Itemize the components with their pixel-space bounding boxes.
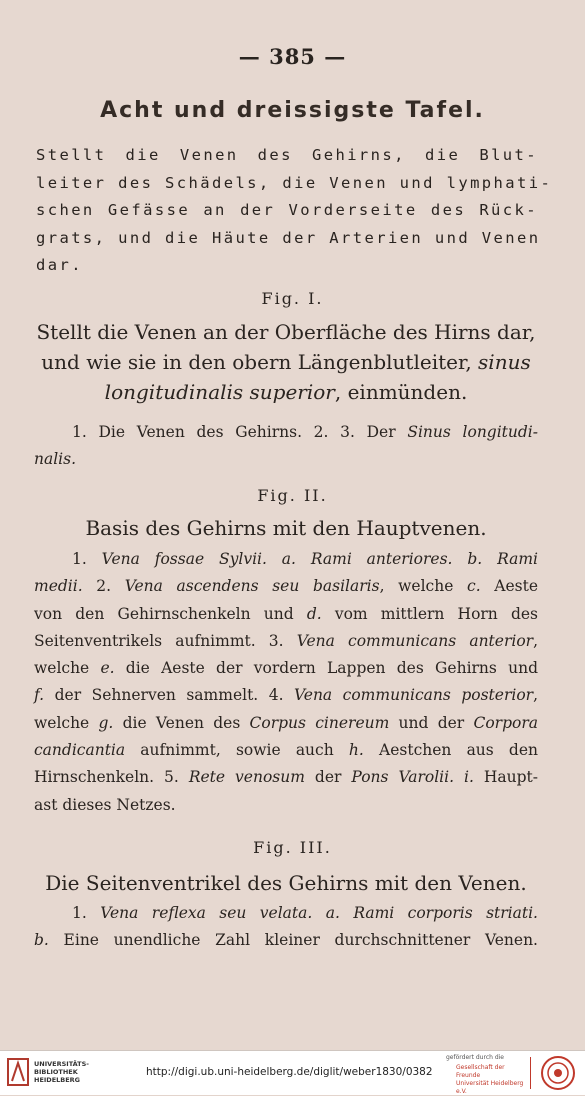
intro-line: grats, und die Häute der Arterien und Venen: [36, 228, 541, 247]
university-seal-icon: [540, 1055, 576, 1091]
latin-term: Corpus cinereum: [249, 713, 390, 732]
text-run: 2.: [82, 577, 125, 596]
text-run: der: [304, 768, 352, 787]
text-run: 1.: [72, 904, 101, 922]
text-run: Eine unendliche Zahl kleiner durchschnittener Venen.: [48, 931, 538, 950]
sponsor-caption: gefördert durch die: [446, 1054, 504, 1061]
latin-term: Sinus longitudi-: [407, 423, 539, 441]
text-run: die Venen des: [113, 713, 250, 732]
text-run: , einmünden.: [334, 380, 468, 404]
text-run: a.: [312, 904, 354, 922]
intro-line: dar.: [36, 256, 83, 274]
latin-term: i.: [454, 768, 474, 787]
latin-term: Rami anteriores.: [310, 550, 453, 568]
library-name-line: BIBLIOTHEK: [34, 1068, 78, 1076]
latin-term: f.: [34, 686, 45, 705]
intro-line: Stellt die Venen des Gehirns, die Blut-: [36, 146, 538, 164]
library-name-line: UNIVERSITÄTS-: [34, 1060, 89, 1068]
fig2-text: [34, 546, 538, 819]
sponsor-name: [456, 1064, 530, 1096]
fig2-text-line: [34, 628, 538, 655]
latin-term: Corpora: [473, 713, 538, 732]
latin-term: longitudinalis superior: [104, 380, 335, 404]
fig2-text-line: [34, 710, 538, 737]
fig2-text-line: [34, 546, 538, 573]
text-run: und der: [389, 713, 474, 732]
fig1-heading-line: Stellt die Venen an der Oberfläche des Hirns dar,: [36, 320, 536, 344]
latin-term: h.: [348, 741, 364, 760]
latin-term: Rami: [497, 550, 538, 568]
latin-term: Rami corporis striati.: [353, 904, 538, 922]
text-run: b.: [452, 550, 498, 568]
text-run: Aestchen aus den: [363, 741, 539, 760]
fig2-text-line: [34, 682, 538, 709]
sponsor-line: Gesellschaft der Freunde: [456, 1064, 505, 1079]
latin-term: d.: [306, 604, 322, 623]
intro-line: leiter des Schädels, die Venen und lymphati-: [36, 173, 553, 192]
fig3-text-line: [34, 900, 538, 927]
fig2-text-line: [34, 573, 538, 600]
library-name: [34, 1060, 89, 1084]
text-run: 1. Die Venen des Gehirns. 2. 3. Der: [72, 423, 408, 441]
latin-term: g.: [98, 713, 114, 732]
library-logo-icon: [6, 1057, 30, 1087]
latin-term: b.: [34, 931, 49, 950]
text-run: 1.: [72, 550, 102, 568]
fig3-label: Fig. III.: [253, 838, 332, 857]
fig1-heading-line: [34, 377, 538, 407]
sponsor-line: Universität Heidelberg e.V.: [456, 1080, 524, 1095]
latin-term: Vena fossae Sylvii.: [101, 550, 267, 568]
plate-title: Acht und dreissigste Tafel.: [100, 98, 485, 123]
viewer-footer: [0, 1050, 585, 1095]
text-run: Aeste: [480, 577, 539, 596]
fig3-text: [34, 900, 538, 955]
fig2-heading: Basis des Gehirns mit den Hauptvenen.: [85, 516, 487, 540]
fig3-heading: Die Seitenventrikel des Gehirns mit den Venen.: [45, 871, 527, 895]
latin-term: Rete venosum: [188, 768, 305, 787]
permalink-url[interactable]: http://digi.ub.uni-heidelberg.de/diglit/weber1830/0382: [146, 1066, 433, 1078]
latin-term: Vena communicans anterior: [296, 631, 534, 650]
text-run: Hirnschenkeln. 5.: [34, 768, 189, 787]
intro-paragraph: [36, 142, 553, 280]
latin-term: sinus: [478, 350, 531, 374]
fig1-text: [34, 419, 538, 474]
page-number: — 385 —: [238, 44, 347, 69]
text-run: Seitenventrikels aufnimmt. 3.: [34, 631, 297, 650]
text-run: und wie sie in den obern Längenblutleiter,: [41, 350, 479, 374]
text-run: von den Gehirnschenkeln und: [34, 604, 307, 623]
library-name-line: HEIDELBERG: [34, 1076, 81, 1084]
latin-term: e.: [100, 659, 115, 678]
fig2-text-line: ast dieses Netzes.: [34, 795, 176, 814]
fig2-label: Fig. II.: [257, 486, 328, 505]
latin-term: Vena communicans posterior: [294, 686, 534, 705]
fig1-heading-line: [34, 347, 538, 377]
fig2-text-line: [34, 655, 538, 682]
latin-term: c.: [467, 577, 481, 596]
latin-term: nalis.: [34, 450, 77, 469]
fig1-text-line: [34, 419, 538, 446]
latin-term: candicantia: [34, 741, 126, 760]
text-run: welche: [34, 713, 99, 732]
fig1-heading: [34, 317, 538, 407]
text-run: aufnimmt, sowie auch: [125, 741, 349, 760]
fig2-text-line: [34, 737, 538, 764]
text-run: vom mittlern Horn des: [321, 604, 538, 623]
latin-term: Vena reflexa seu velata.: [100, 904, 313, 922]
fig2-text-line: [34, 764, 538, 791]
divider: [530, 1057, 531, 1089]
fig2-text-line: [34, 601, 538, 628]
latin-term: Vena ascendens seu basilaris: [124, 577, 380, 596]
text-run: welche: [34, 659, 101, 678]
latin-term: Pons Varolii.: [351, 768, 455, 787]
text-run: der Sehnerven sammelt. 4.: [44, 686, 294, 705]
text-run: , welche: [379, 577, 468, 596]
fig3-text-line: [34, 927, 538, 954]
intro-line: schen Gefässe an der Vorderseite des Rück-: [36, 201, 538, 219]
text-run: Haupt-: [473, 768, 538, 787]
fig1-text-line: [34, 446, 538, 473]
fig1-label: Fig. I.: [261, 289, 324, 308]
text-run: ,: [533, 686, 538, 705]
text-run: ,: [533, 631, 539, 650]
latin-term: medii.: [34, 577, 83, 596]
text-run: a.: [266, 550, 311, 568]
text-run: die Aeste der vordern Lappen des Gehirns und: [114, 659, 538, 678]
